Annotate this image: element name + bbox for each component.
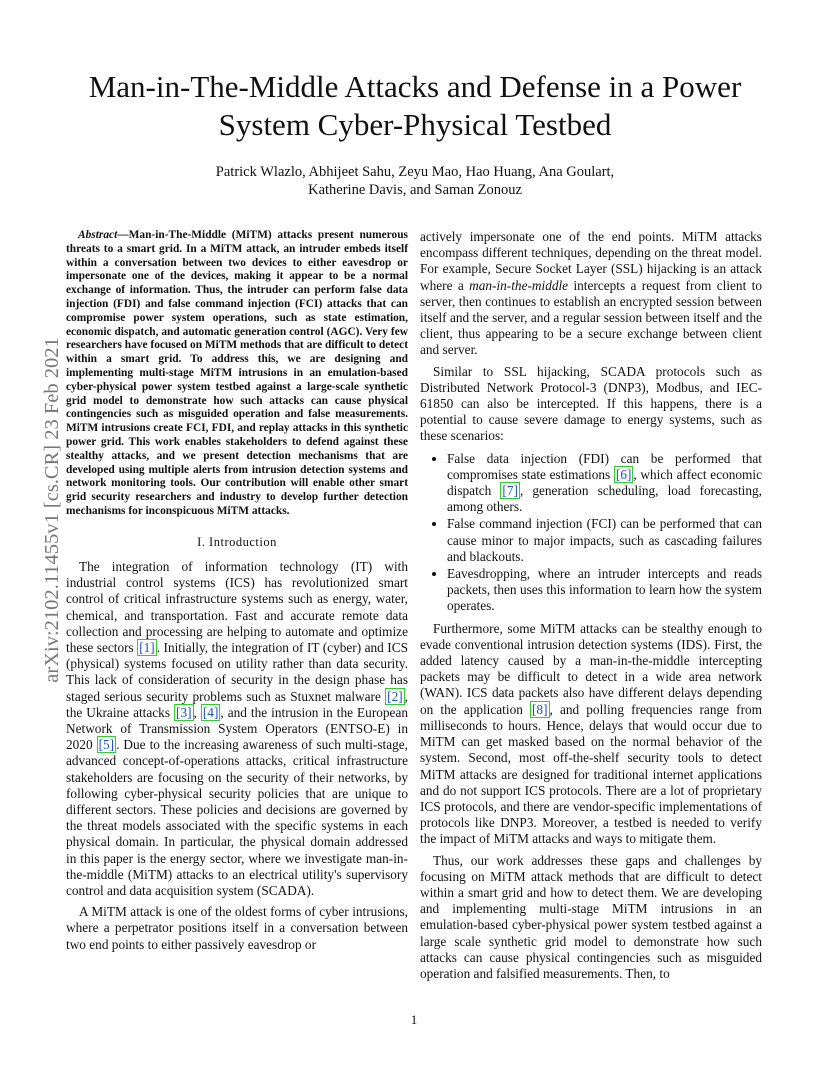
emphasis-text: man-in-the-middle — [469, 277, 569, 293]
section-heading-introduction: I. Introduction — [197, 534, 277, 549]
author-line-1: Patrick Wlazlo, Abhijeet Sahu, Zeyu Mao, Hao Huang, Ana Goulart, — [215, 164, 615, 180]
text-span: The integration of information technology (IT) with industrial control systems (ICS) has revolutionized smart control of critical infrastructure systems such as energy, water, chemical, and transportation. Fast and accurate remote data collection and processing are helping to automate and optimize these sectors — [66, 558, 408, 655]
citation-link[interactable]: [7] — [502, 483, 518, 499]
abstract-label: Abstract — [78, 229, 118, 241]
page-number: 1 — [410, 1012, 418, 1027]
citation-link[interactable]: [2] — [387, 688, 403, 704]
right-paragraph-1 — [420, 229, 762, 359]
author-list — [150, 163, 680, 199]
right-paragraph-4: Thus, our work addresses these gaps and challenges by focusing on MiTM attack methods that are difficult to detect within a smart grid and how to detect them. We are developing and implementing multi-stage MiTM intrusions in an emulation-based cyber-physical power system testbed against a large scale synthetic grid model to demonstrate how such attacks can cause physical contingencies such as misguided operation and falsified measurements. Then, to — [420, 852, 762, 981]
list-item — [447, 451, 762, 516]
arxiv-side-stamp: arXiv:2102.11455v1 [cs.CR] 23 Feb 2021 — [41, 337, 63, 683]
citation-link[interactable]: [3] — [176, 704, 192, 720]
scenario-list — [420, 451, 762, 615]
text-span: , — [193, 704, 201, 720]
list-item: • False command injection (FCI) can be performed that can cause minor to major impacts, such as cascading failures and blackouts. — [447, 516, 762, 565]
citation-link[interactable]: [8] — [532, 701, 548, 717]
text-span: , and polling frequencies range from milliseconds to hours. Hence, delays that would occur due to MiTM can get masked based on the normal behavior of the system. Second, most off-the-shelf security tools to detect MiTM attacks are designed for traditional internet applications and do not support ICS protocols. There are a lot of proprietary ICS protocols, and there are vendor-specific implementations of protocols like DNP3. Moreover, a testbed is needed to verify the impact of MiTM attacks and ways to mitigate them. — [420, 701, 762, 847]
left-column — [66, 229, 408, 958]
citation-link[interactable]: [1] — [139, 639, 155, 655]
text-span: , and the intrusion in the European Network of Transmission System Operators (ENTSO-E) in 2020 — [66, 704, 409, 753]
abstract — [66, 229, 408, 519]
citation-link[interactable]: [6] — [615, 466, 632, 482]
right-column — [420, 229, 762, 987]
text-span: False data injection (FDI) can be performed that compromises state estimations — [447, 450, 762, 482]
text-span: Furthermore, some MiTM attacks can be stealthy enough to evade conventional intrusion detection systems (IDS). First, the added latency caused by a man-in-the-middle intercepting packets may be difficult to detect in a wide area network (WAN). ICS data packets also have different delays depending on the application — [420, 620, 762, 717]
text-span: , which affect economic dispatch — [447, 466, 762, 499]
intro-paragraph-1 — [66, 559, 408, 899]
text-span: . Initially, the integration of IT (cyber) and ICS (physical) systems focused on utility rather than data security. This lack of consideration of security in the design phase has staged serious security problems such as Stuxnet malware — [66, 639, 408, 704]
citation-link[interactable]: [5] — [98, 737, 115, 753]
citation-link[interactable]: [4] — [202, 704, 219, 720]
list-item: • Eavesdropping, where an intruder intercepts and reads packets, then uses this information to learn how the system operates. — [447, 566, 762, 615]
text-span: . Due to the increasing awareness of such multi-stage, advanced concept-of-operations attacks, critical infrastructure stakeholders are focusing on the security of their networks, by following cyber-physical security policies that are unique to different sectors. These policies and decisions are governed by the threat models associated with the specific systems in each physical domain. In particular, the physical domain addressed in this paper is the energy sector, where we investigate man-in-the-middle (MiTM) attacks to an electrical utility's supervisory control and data acquisition system (SCADA). — [66, 737, 408, 898]
text-span: , generation scheduling, load forecasting, among others. — [447, 483, 762, 515]
text-span: intercepts a request from client to server, then continues to establish an encrypted session between itself and the server, and a regular session between itself and the client, thus appearing to be a secure exchange between client and server. — [420, 277, 762, 358]
right-paragraph-2: Similar to SSL hijacking, SCADA protocols such as Distributed Network Protocol-3 (DNP3), Modbus, and IEC-61850 can also be intercepted. If this happens, there is a potential to cause severe damage to energy systems, such as these scenarios: — [420, 363, 762, 444]
right-paragraph-3 — [420, 621, 762, 848]
intro-paragraph-2: A MiTM attack is one of the oldest forms of cyber intrusions, where a perpetrator positions itself in a conversation between two end points to either passively eavesdrop or — [66, 904, 408, 952]
abstract-text: —Man-in-The-Middle (MiTM) attacks present numerous threats to a smart grid. In a MiTM attack, an intruder embeds itself within a conversation between two devices to either eavesdrop or impersonate one of the devices, making it appear to be a normal exchange of information. Thus, the intruder can perform false data injection (FDI) and false command injection (FCI) attacks that can compromise power system operations, such as state estimation, economic dispatch, and automatic generation control (AGC). Very few researchers have focused on MiTM methods that are difficult to detect within a smart grid. To address this, we are designing and implementing multi-stage MiTM intrusions in an emulation-based cyber-physical power system testbed against a large-scale synthetic grid model to demonstrate how such attacks can cause physical contingencies such as misguided operation and false measurements. MiTM intrusions create FCI, FDI, and replay attacks in this synthetic power grid. This work enables stakeholders to defend against these stealthy attacks, and we present detection mechanisms that are developed using multiple alerts from intrusion detection systems and network monitoring tools. Our contribution will enable other smart grid security researchers and industry to develop further detection mechanisms for inconspicuous MiTM attacks. — [66, 229, 408, 517]
text-span: , the Ukraine attacks — [66, 688, 408, 720]
text-span: actively impersonate one of the end points. MiTM attacks encompass different techniques, depending on the threat model. For example, Secure Socket Layer (SSL) hijacking is an attack where a — [420, 229, 762, 293]
author-line-2: Katherine Davis, and Saman Zonouz — [308, 182, 522, 198]
paper-title: Man-in-The-Middle Attacks and Defense in a Power System Cyber-Physical Testbed — [88, 69, 742, 142]
